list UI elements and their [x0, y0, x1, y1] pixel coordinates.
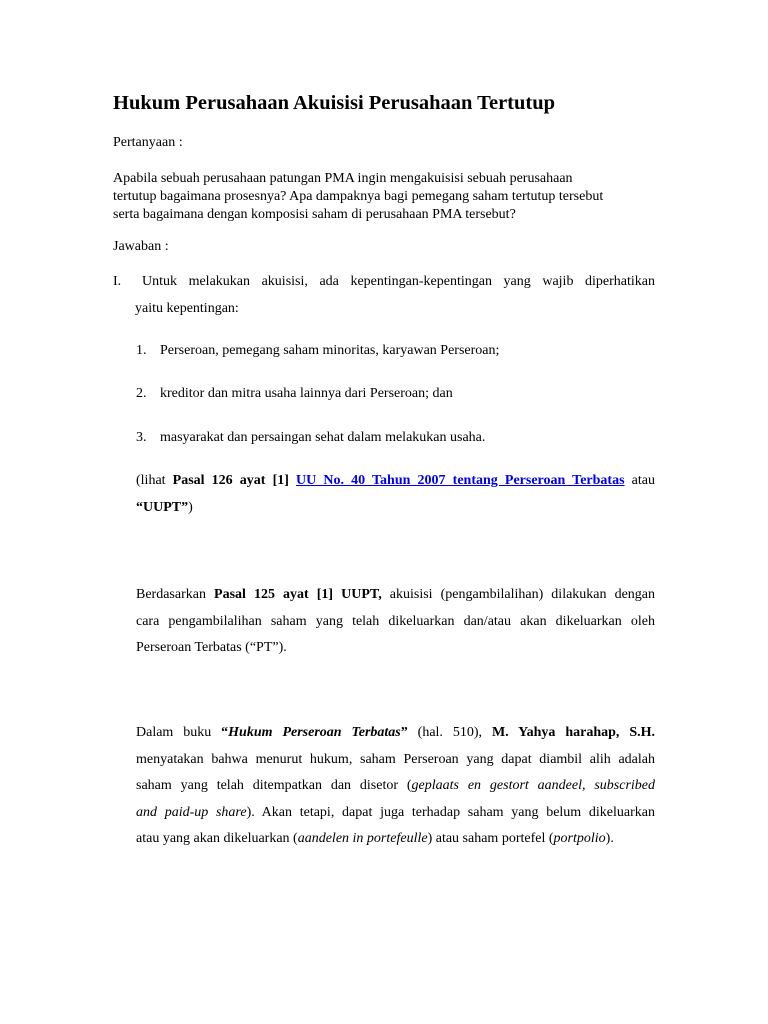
para-text: akuisisi (pengambilalihan) dilakukan dengan — [381, 587, 655, 602]
question-text — [113, 170, 643, 224]
section-1 — [113, 269, 655, 322]
page-title: Hukum Perusahaan Akuisisi Perusahaan Tertutup — [113, 92, 556, 114]
paragraph-line — [136, 773, 655, 800]
reference-line — [136, 495, 655, 522]
list-text: Perseroan, pemegang saham minoritas, karyawan Perseroan; — [160, 343, 500, 358]
list-item — [136, 386, 453, 402]
list-item — [136, 430, 485, 446]
answer-label: Jawaban : — [113, 239, 169, 254]
para-article: Pasal 125 ayat [1] UUPT, — [214, 587, 382, 602]
para-italic: portpolio — [553, 831, 606, 846]
law-link[interactable]: UU No. 40 Tahun 2007 tentang Perseroan Terbatas — [296, 473, 625, 488]
section-1-line: yaitu kepentingan: — [135, 300, 239, 316]
paragraph-2 — [136, 582, 655, 662]
question-label: Pertanyaan : — [113, 135, 183, 150]
para-text: saham yang telah ditempatkan dan disetor ( — [136, 778, 412, 793]
question-line: Apabila sebuah perusahaan patungan PMA ingin mengakuisisi sebuah perusahaan — [113, 171, 573, 186]
para-text: Berdasarkan — [136, 587, 215, 602]
ref-text: (lihat — [136, 473, 173, 488]
para-quote: ” — [400, 725, 408, 740]
question-line: serta bagaimana dengan komposisi saham di perusahaan PMA tersebut? — [113, 207, 516, 222]
para-italic: and paid-up share — [136, 804, 247, 820]
para-text: ) atau saham portefel ( — [427, 831, 554, 846]
book-title: Hukum Perseroan Terbatas — [228, 725, 401, 740]
list-text: kreditor dan mitra usaha lainnya dari Perseroan; dan — [160, 386, 453, 401]
para-text: (hal. 510), — [407, 725, 492, 740]
para-italic: aandelen in portefeulle — [297, 831, 428, 846]
list-text: masyarakat dan persaingan sehat dalam melakukan usaha. — [160, 430, 486, 445]
list-item — [136, 343, 499, 359]
paragraph-line: menyatakan bahwa menurut hukum, saham Perseroan yang dapat diambil alih adalah — [136, 751, 655, 767]
ref-abbrev: “UUPT” — [136, 499, 189, 515]
section-1-line: Untuk melakukan akuisisi, ada kepentingan-kepentingan yang wajib diperhatikan — [142, 274, 655, 289]
paragraph-3 — [136, 720, 655, 853]
para-quote: “ — [221, 725, 229, 740]
ref-article: Pasal 126 ayat [1] — [172, 473, 289, 488]
paragraph-line — [136, 720, 655, 747]
paragraph-line: cara pengambilalihan saham yang telah dikeluarkan dan/atau akan dikeluarkan oleh — [136, 613, 655, 629]
list-number: 3. — [136, 430, 147, 445]
para-text: ). Akan tetapi, dapat juga terhadap saham yang belum dikeluarkan — [246, 804, 655, 820]
ref-text: ) — [188, 499, 193, 515]
reference-line — [136, 468, 655, 495]
ref-text: atau — [624, 473, 655, 488]
para-italic: geplaats en gestort aandeel, subscribed — [411, 778, 655, 793]
author-name: M. Yahya harahap, S.H. — [491, 725, 656, 740]
reference-paragraph — [136, 468, 655, 521]
para-text: Dalam buku — [136, 725, 222, 740]
paragraph-line — [136, 800, 655, 827]
para-text: ). — [605, 831, 614, 846]
question-line: tertutup bagaimana prosesnya? Apa dampaknya bagi pemegang saham tertutup tersebut — [113, 189, 604, 204]
paragraph-line: Perseroan Terbatas (“PT”). — [136, 640, 287, 655]
paragraph-line — [136, 582, 655, 609]
para-text: atau yang akan dikeluarkan ( — [136, 831, 298, 846]
paragraph-line — [136, 826, 655, 853]
list-number: 2. — [136, 386, 147, 401]
list-number: 1. — [136, 343, 147, 358]
section-numeral: I. — [113, 274, 122, 289]
